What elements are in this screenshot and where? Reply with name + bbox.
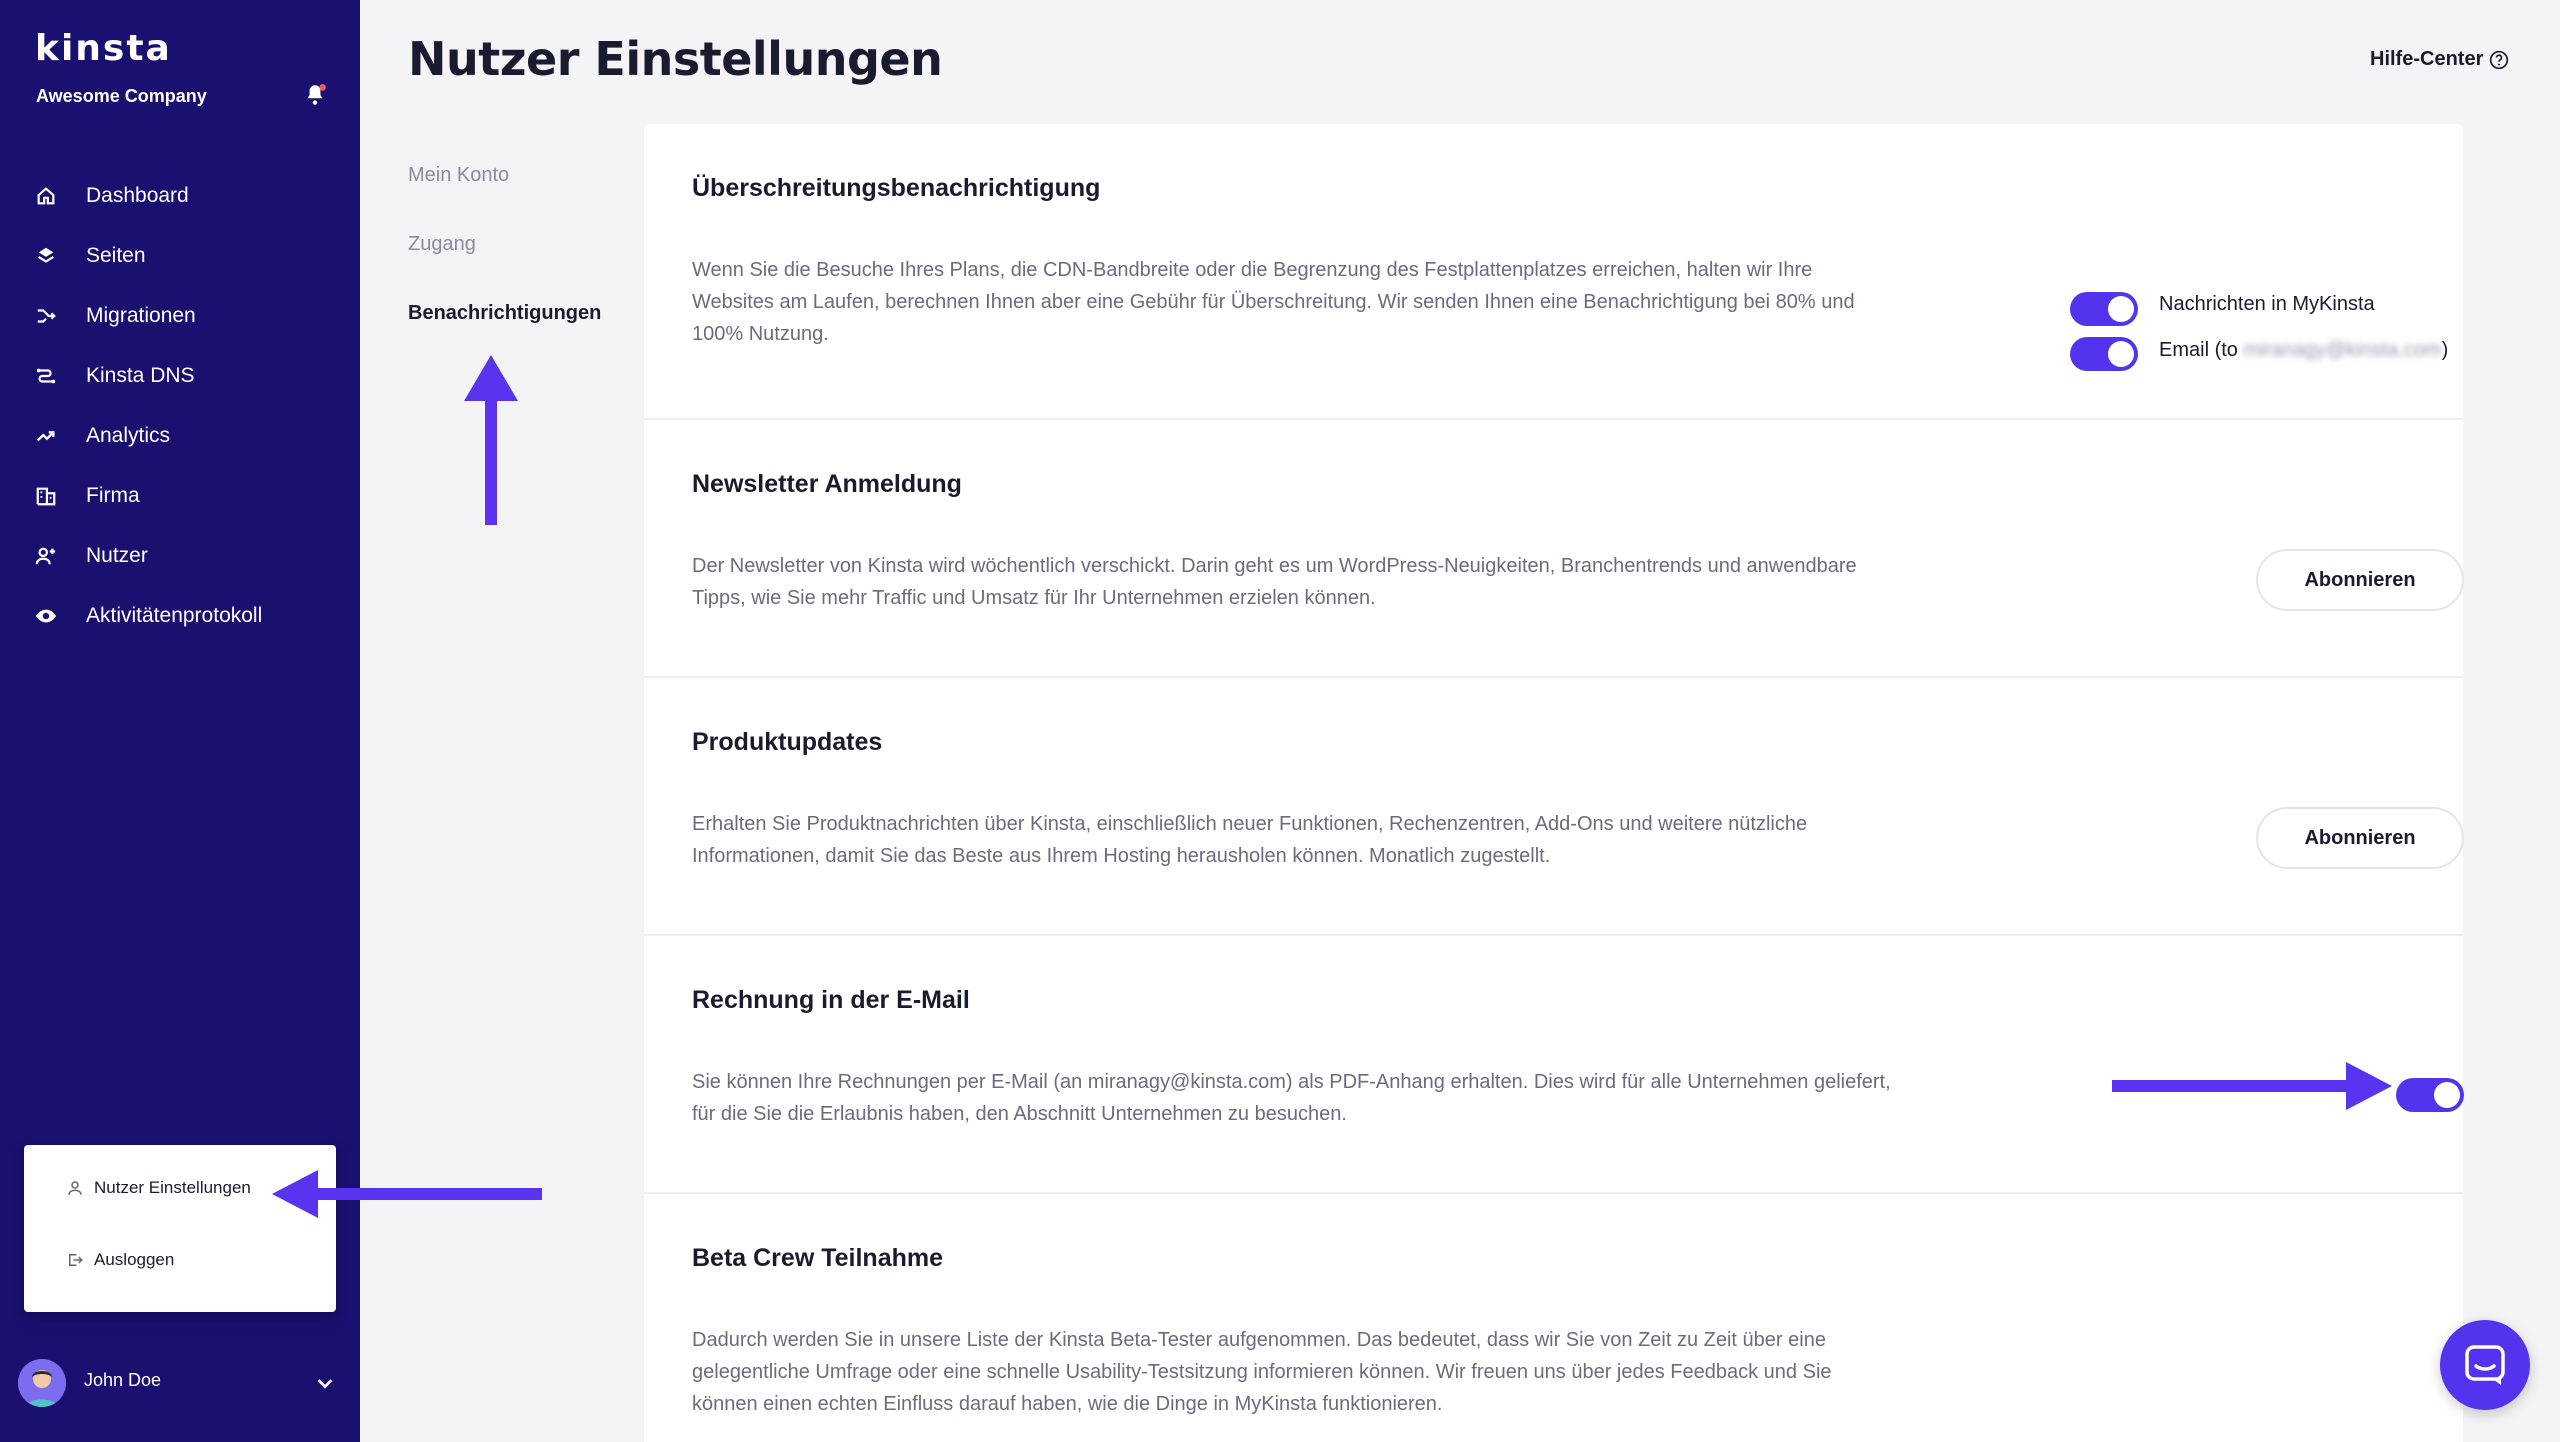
- sidebar: [0, 0, 360, 1442]
- sidebar-item-migrationen[interactable]: [0, 286, 360, 346]
- dns-icon: [34, 364, 58, 388]
- section-product-updates: [644, 678, 2463, 936]
- toggle-mykinsta-messages[interactable]: [2070, 292, 2138, 326]
- chat-support-button[interactable]: [2440, 1320, 2530, 1410]
- toggle-mykinsta-label: Nachrichten in MyKinsta: [2159, 293, 2375, 315]
- sidebar-item-dashboard[interactable]: [0, 166, 360, 226]
- avatar: [18, 1359, 66, 1407]
- section-beta-crew: [644, 1194, 2463, 1442]
- company-name: Awesome Company: [36, 86, 207, 106]
- user-name: John Doe: [84, 1370, 162, 1390]
- settings-subnav: [408, 164, 601, 371]
- subnav-mein-konto[interactable]: Mein Konto: [408, 164, 510, 186]
- sidebar-nav: [0, 166, 360, 646]
- user-icon: [66, 1179, 84, 1197]
- logout-icon: [66, 1251, 84, 1269]
- toggle-email-label: Email (to miranagy@kinsta.com): [2159, 339, 2449, 361]
- product-updates-subscribe-button[interactable]: Abonnieren: [2256, 807, 2464, 869]
- section-title: Rechnung in der E-Mail: [692, 986, 970, 1014]
- section-description: Wenn Sie die Besuche Ihres Plans, die CDN-Bandbreite oder die Begrenzung des Festplattenplatzes erreichen, halten wir Ihre Websites am Laufen, berechnen Ihnen aber eine Gebühr für Überschreitung. Wir senden Ihnen eine Benachrichtigung bei 80% und 100% Nutzung.: [692, 259, 1855, 345]
- sidebar-item-seiten[interactable]: [0, 226, 360, 286]
- user-settings-link[interactable]: [66, 1178, 251, 1198]
- section-newsletter: [644, 420, 2463, 678]
- sidebar-item-aktivitaetenprotokoll[interactable]: [0, 586, 360, 646]
- sidebar-item-label: Analytics: [86, 424, 171, 447]
- help-center-label: Hilfe-Center: [2370, 48, 2484, 70]
- sidebar-item-firma[interactable]: [0, 466, 360, 526]
- add-user-icon: [34, 544, 58, 568]
- section-title: Newsletter Anmeldung: [692, 470, 962, 498]
- sidebar-item-label: Aktivitätenprotokoll: [86, 604, 263, 627]
- section-description: Der Newsletter von Kinsta wird wöchentlich verschickt. Darin geht es um WordPress-Neuigkeiten, Branchentrends und anwendbare Tipps, wie Sie mehr Traffic und Umsatz für Ihr Unternehmen erzielen können.: [692, 555, 1857, 609]
- section-title: Beta Crew Teilnahme: [692, 1244, 944, 1272]
- section-description: Dadurch werden Sie in unsere Liste der Kinsta Beta-Tester aufgenommen. Das bedeutet, dass wir Sie von Zeit zu Zeit über eine gelegentliche Umfrage oder eine schnelle Usability-Testsitzung informieren können. Wir freuen uns über jedes Feedback und Sie können einen echten Einfluss darauf haben, wie die Dinge in MyKinsta funktionieren.: [692, 1329, 1832, 1415]
- notifications-panel: [644, 124, 2463, 1442]
- sidebar-item-label: Kinsta DNS: [86, 364, 195, 387]
- section-description: Sie können Ihre Rechnungen per E-Mail (an miranagy@kinsta.com) als PDF-Anhang erhalten. Dies wird für alle Unternehmen geliefert, für die Sie die Erlaubnis haben, den Abschnitt Unternehmen zu besuchen.: [692, 1071, 1891, 1125]
- section-title: Produktupdates: [692, 728, 883, 756]
- sidebar-item-label: Seiten: [86, 244, 146, 267]
- eye-icon: [34, 604, 58, 628]
- chevron-down-icon[interactable]: [314, 1372, 336, 1394]
- sidebar-item-label: Dashboard: [86, 184, 189, 207]
- section-title: Überschreitungsbenachrichtigung: [692, 174, 1101, 202]
- arrow-left-annotation: [272, 1166, 542, 1222]
- sidebar-item-analytics[interactable]: [0, 406, 360, 466]
- building-icon: [34, 484, 58, 508]
- subnav-zugang[interactable]: Zugang: [408, 233, 476, 255]
- sidebar-item-label: Migrationen: [86, 304, 196, 327]
- user-bar[interactable]: [0, 1352, 360, 1414]
- toggle-invoice-email[interactable]: [2396, 1078, 2464, 1112]
- page-title: Nutzer Einstellungen: [408, 32, 943, 86]
- arrow-right-annotation: [2112, 1058, 2392, 1114]
- logout-label: Ausloggen: [94, 1250, 175, 1269]
- user-settings-label: Nutzer Einstellungen: [94, 1178, 251, 1197]
- newsletter-subscribe-button[interactable]: Abonnieren: [2256, 549, 2464, 611]
- logout-link[interactable]: [66, 1250, 174, 1270]
- section-overage: [644, 124, 2463, 420]
- analytics-icon: [34, 424, 58, 448]
- subnav-benachrichtigungen[interactable]: Benachrichtigungen: [408, 302, 602, 324]
- chat-icon: [2463, 1343, 2507, 1387]
- sidebar-item-kinsta-dns[interactable]: [0, 346, 360, 406]
- toggle-email-notifications[interactable]: [2070, 337, 2138, 371]
- home-icon: [34, 184, 58, 208]
- section-description: Erhalten Sie Produktnachrichten über Kinsta, einschließlich neuer Funktionen, Rechenzentren, Add-Ons und weitere nützliche Informationen, damit Sie das Beste aus Ihrem Hosting herausholen können. Monatlich zugestellt.: [692, 813, 1808, 867]
- sidebar-item-label: Nutzer: [86, 544, 148, 567]
- help-icon: [2489, 50, 2509, 70]
- blurred-email: miranagy@kinsta.com: [2243, 339, 2442, 361]
- notification-bell-icon[interactable]: [302, 82, 328, 108]
- layers-icon: [34, 244, 58, 268]
- migration-icon: [34, 304, 58, 328]
- kinsta-logo[interactable]: kinsta: [35, 28, 172, 69]
- arrow-up-annotation: [460, 355, 522, 525]
- sidebar-item-nutzer[interactable]: [0, 526, 360, 586]
- sidebar-item-label: Firma: [86, 484, 140, 507]
- help-center-link[interactable]: [2370, 48, 2509, 71]
